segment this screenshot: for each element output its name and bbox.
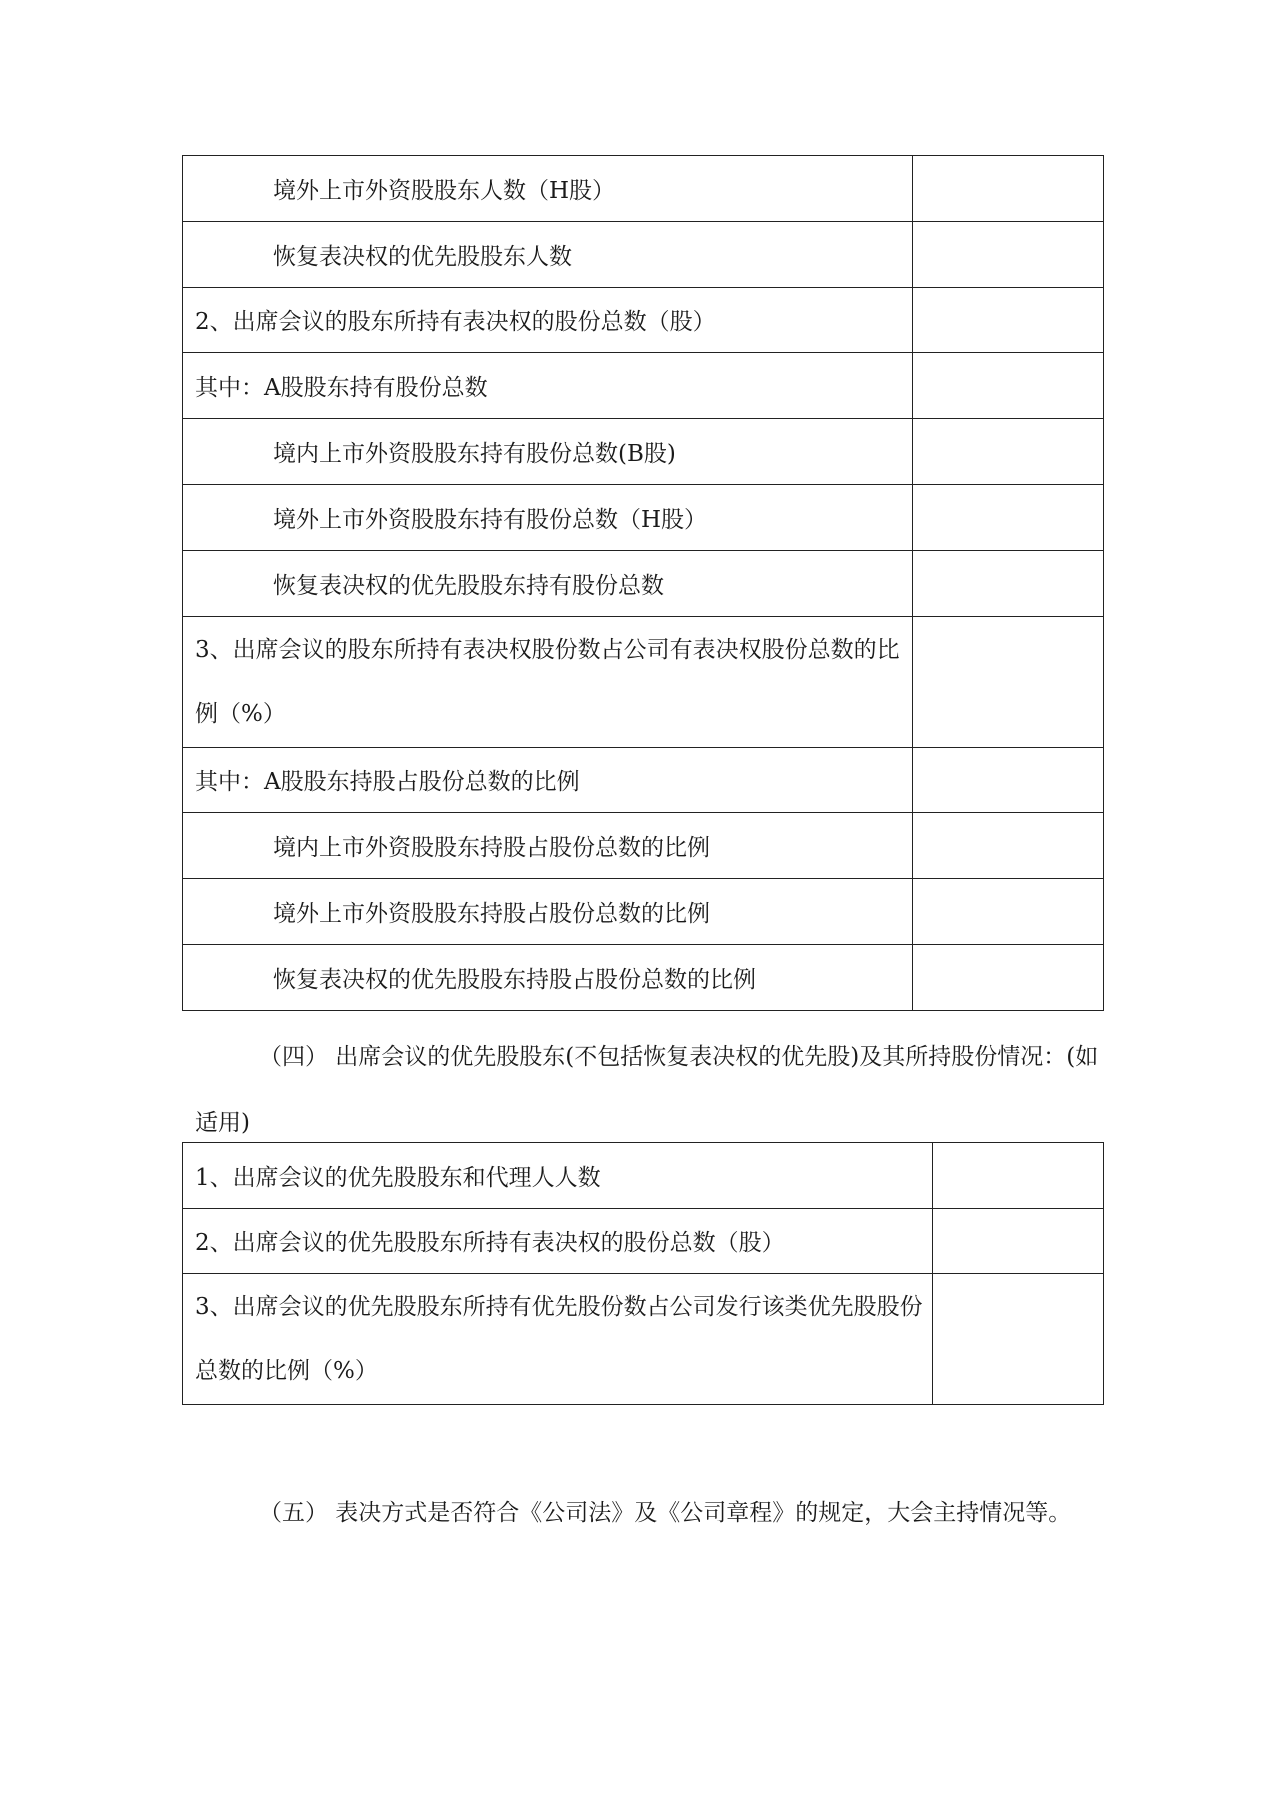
- row-value-a-share-total: [913, 353, 1104, 419]
- row-label-h-share-ratio: 境外上市外资股股东持股占股份总数的比例: [183, 879, 913, 945]
- table-row: [183, 1208, 1104, 1274]
- row-value-restored-preferred-total: [913, 550, 1104, 616]
- table-row: [183, 419, 1104, 485]
- table-row: [183, 353, 1104, 419]
- row-label-restored-preferred-ratio: 恢复表决权的优先股股东持股占股份总数的比例: [183, 944, 913, 1010]
- row-value-h-share-total: [913, 484, 1104, 550]
- row-value-preferred-share-ratio: [933, 1274, 1104, 1405]
- row-value-preferred-voting-shares: [933, 1208, 1104, 1274]
- row-label-h-share-total: 境外上市外资股股东持有股份总数（H股）: [183, 484, 913, 550]
- row-value-preferred-holders-count: [933, 1143, 1104, 1209]
- table-row: [183, 944, 1104, 1010]
- table-row: [183, 879, 1104, 945]
- row-label-b-share-total: 境内上市外资股股东持有股份总数(B股): [183, 419, 913, 485]
- preferred-shareholder-table: [182, 1142, 1104, 1405]
- row-label-preferred-share-ratio: 3、出席会议的优先股股东所持有优先股份数占公司发行该类优先股股份总数的比例（%）: [183, 1274, 933, 1405]
- row-label-b-share-ratio: 境内上市外资股股东持股占股份总数的比例: [183, 813, 913, 879]
- row-label-total-voting-shares: 2、出席会议的股东所持有表决权的股份总数（股）: [183, 287, 913, 353]
- row-label-voting-share-ratio: 3、出席会议的股东所持有表决权股份数占公司有表决权股份总数的比例（%）: [183, 616, 913, 747]
- table-row: [183, 747, 1104, 813]
- section-five-paragraph: （五） 表决方式是否符合《公司法》及《公司章程》的规定，大会主持情况等。: [259, 1500, 1072, 1526]
- table-row: [183, 221, 1104, 287]
- row-value-b-share-total: [913, 419, 1104, 485]
- table-row: [183, 287, 1104, 353]
- row-label-restored-preferred-holders-count: 恢复表决权的优先股股东人数: [183, 221, 913, 287]
- row-label-restored-preferred-total: 恢复表决权的优先股股东持有股份总数: [183, 550, 913, 616]
- row-value-h-share-holders-count: [913, 156, 1104, 222]
- row-label-preferred-voting-shares: 2、出席会议的优先股股东所持有表决权的股份总数（股）: [183, 1208, 933, 1274]
- row-value-b-share-ratio: [913, 813, 1104, 879]
- table-row: [183, 616, 1104, 747]
- row-label-a-share-ratio: 其中：A股股东持股占股份总数的比例: [183, 747, 913, 813]
- shareholder-attendance-table: [182, 155, 1104, 1011]
- table-row: [183, 550, 1104, 616]
- table-row: [183, 484, 1104, 550]
- row-value-voting-share-ratio: [913, 616, 1104, 747]
- table-row: [183, 1274, 1104, 1405]
- row-label-a-share-total: 其中：A股股东持有股份总数: [183, 353, 913, 419]
- table-row: [183, 813, 1104, 879]
- row-label-h-share-holders-count: 境外上市外资股股东人数（H股）: [183, 156, 913, 222]
- table-row: [183, 1143, 1104, 1209]
- row-value-restored-preferred-holders-count: [913, 221, 1104, 287]
- table-row: [183, 156, 1104, 222]
- row-value-h-share-ratio: [913, 879, 1104, 945]
- row-label-preferred-holders-count: 1、出席会议的优先股股东和代理人人数: [183, 1143, 933, 1209]
- row-value-total-voting-shares: [913, 287, 1104, 353]
- row-value-restored-preferred-ratio: [913, 944, 1104, 1010]
- section-four-paragraph: （四） 出席会议的优先股股东(不包括恢复表决权的优先股)及其所持股份情况：(如适用): [195, 1044, 1099, 1136]
- row-value-a-share-ratio: [913, 747, 1104, 813]
